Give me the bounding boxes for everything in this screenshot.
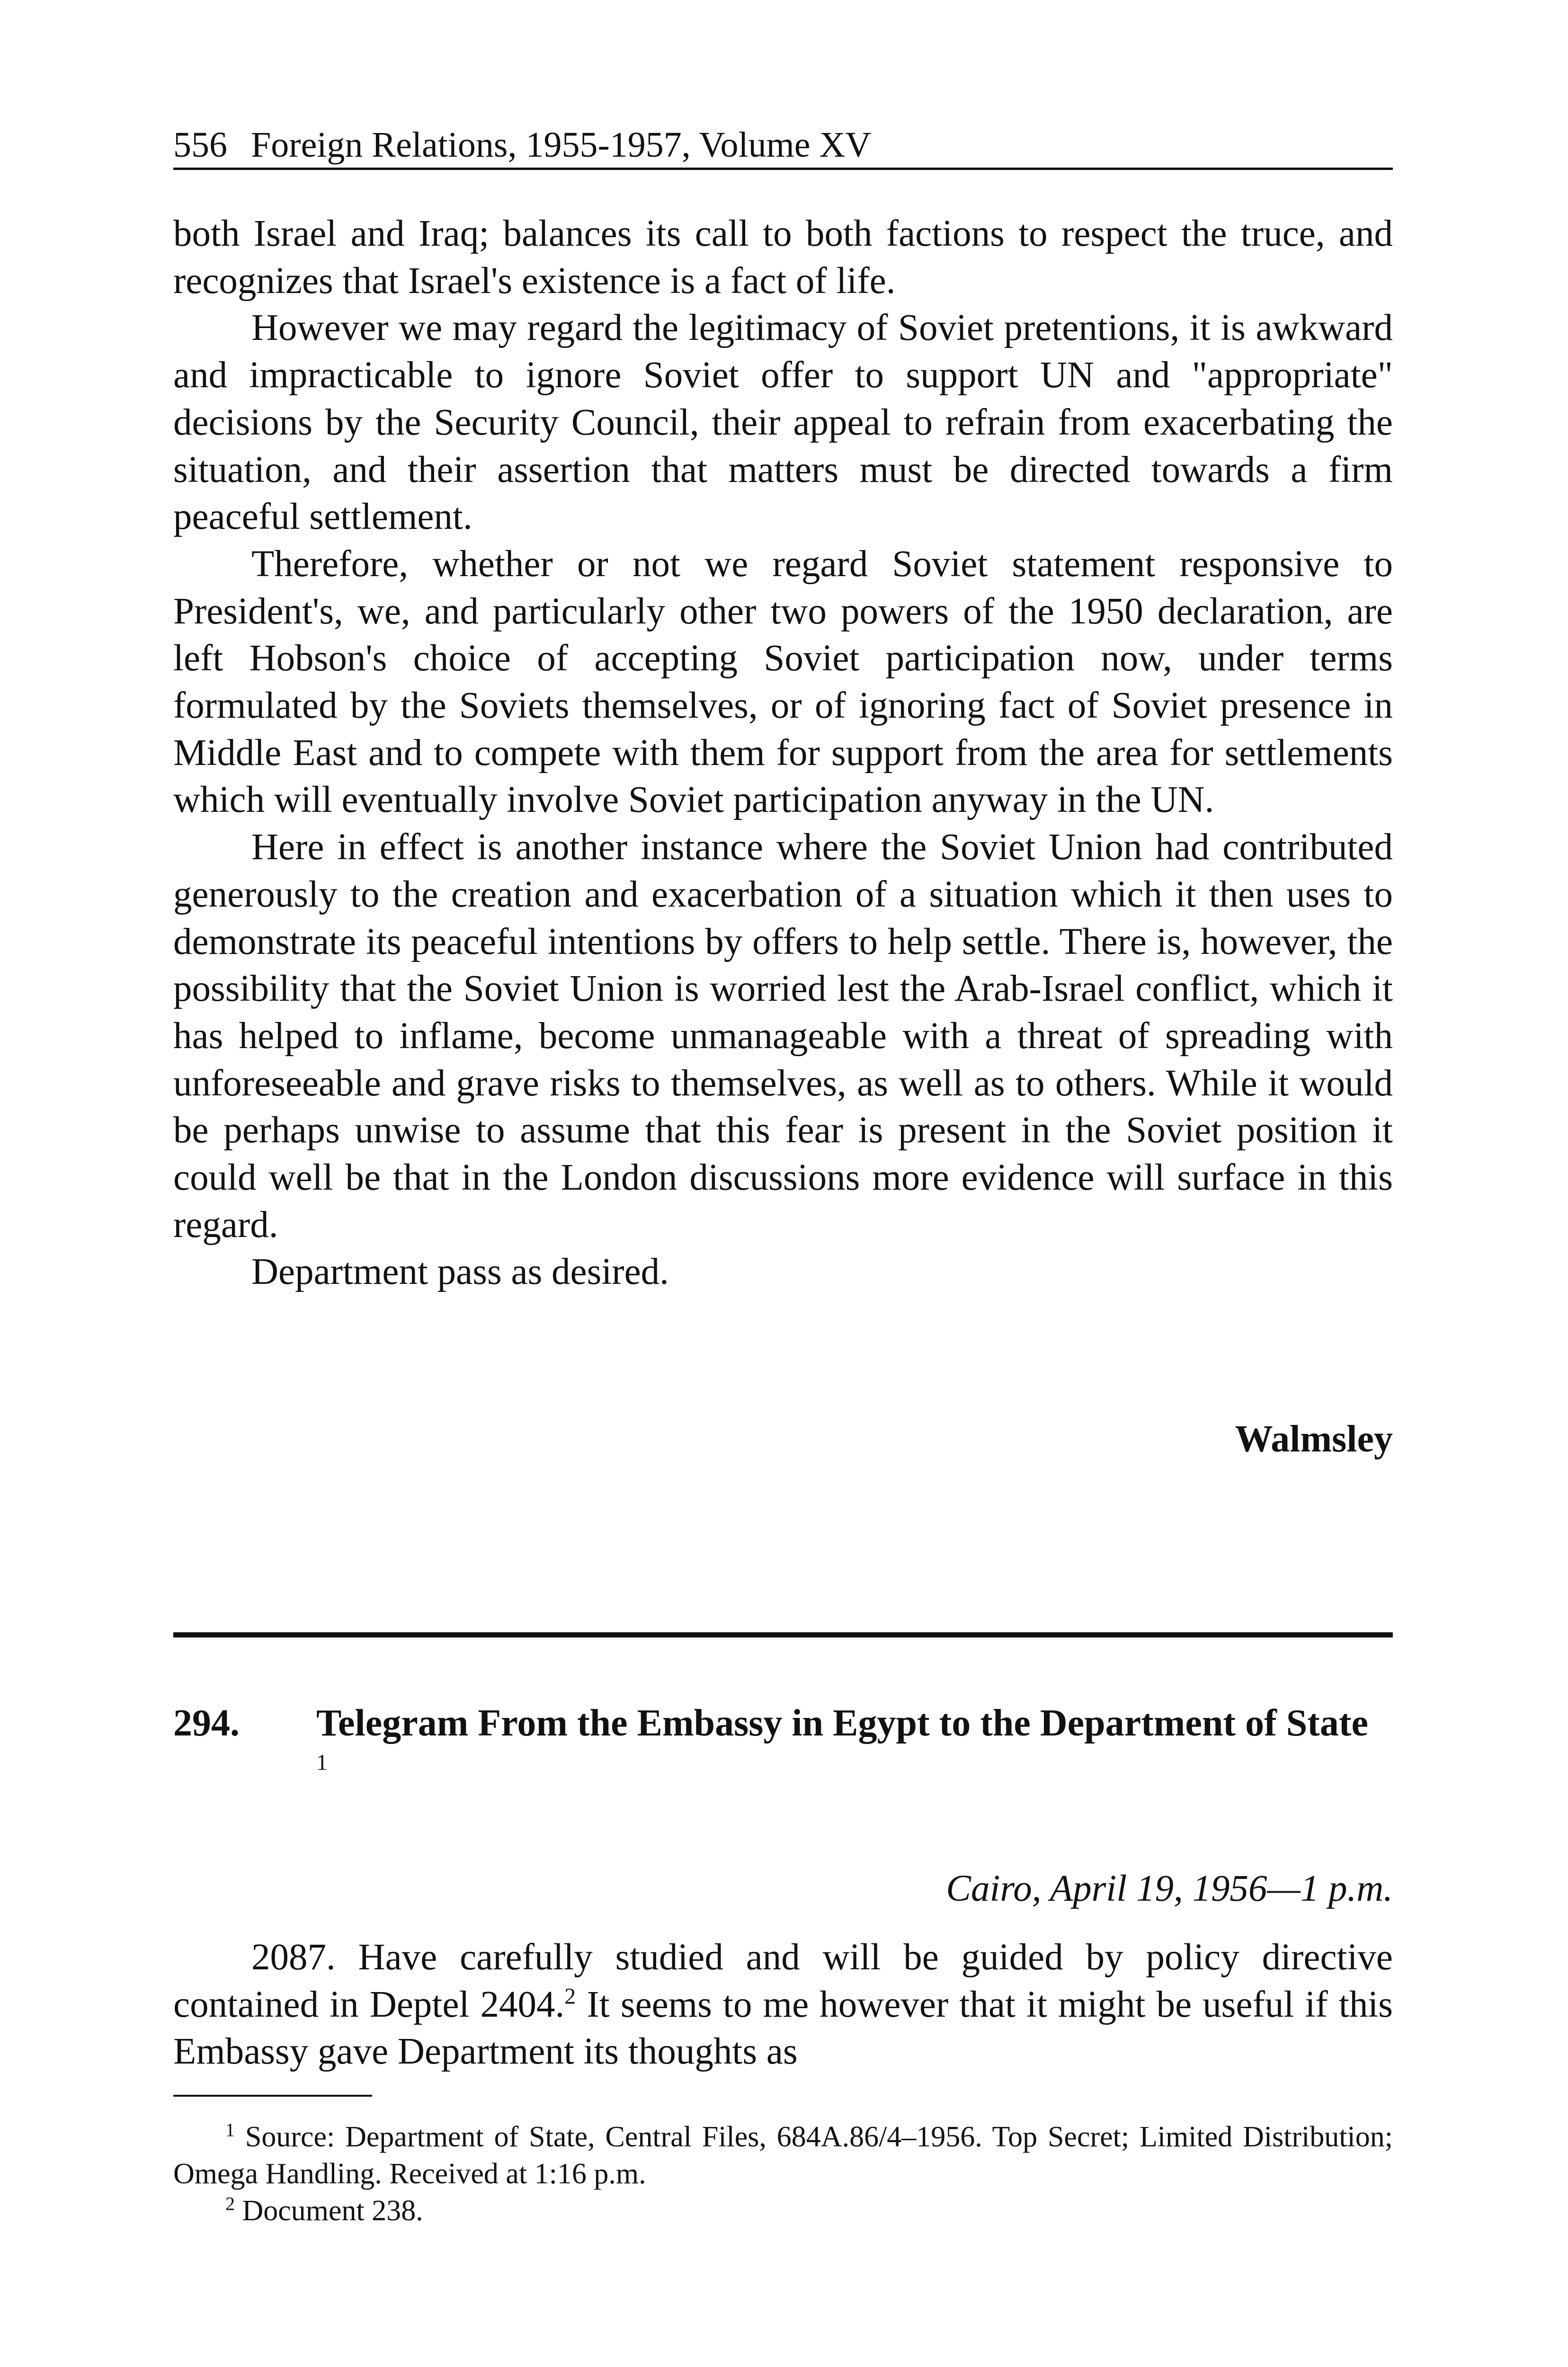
document-title-text: Telegram From the Embassy in Egypt to the Department of State <box>316 1702 1368 1744</box>
footnote-text: Source: Department of State, Central Files, 684A.86/4–1956. Top Secret; Limited Distribution; Omega Handling. Received at 1:16 p.m. <box>173 2121 1393 2190</box>
footnote-mark: 2 <box>225 2193 235 2215</box>
paragraph: Therefore, whether or not we regard Soviet statement responsive to President's, we, and particularly other two powers of the 1950 declaration, are left Hobson's choice of accepting Soviet participation now, under terms formulated by the Soviets themselves, or of ignoring fact of Soviet presence in Middle East and to compete with them for support from the area for settlements which will eventually involve Soviet participation anyway in the UN. <box>173 543 1393 821</box>
paragraph: Here in effect is another instance where the Soviet Union had contributed generously to the creation and exacerbation of a situation which it then uses to demonstrate its peaceful intentions by offers to help settle. There is, however, the possibility that the Soviet Union is worried lest the Arab-Israel conflict, which it has helped to inflame, become unmanageable with a threat of spreading with unforeseeable and grave risks to themselves, as well as to others. While it would be perhaps unwise to assume that this fear is present in the Soviet position it could well be that in the London discussions more evidence will surface in this regard. <box>173 827 1393 1246</box>
volume-title: Foreign Relations, 1955-1957, Volume XV <box>251 125 872 165</box>
footnotes <box>173 2118 1393 2229</box>
document-294-body <box>173 1934 1393 2075</box>
footnote <box>173 2192 1393 2229</box>
body-text-part: 2087. Have carefully studied and will be guided by policy directive contained in Deptel 2404. <box>173 1937 1393 2025</box>
footnote-text: Document 238. <box>242 2195 423 2227</box>
paragraph <box>173 1934 1393 2075</box>
footnote-divider <box>173 2095 372 2097</box>
dateline: Cairo, April 19, 1956—1 p.m. <box>946 1868 1393 1909</box>
page-number: 556 <box>173 125 227 165</box>
document-293-continuation <box>173 210 1393 1296</box>
footnote-mark: 1 <box>225 2119 235 2141</box>
footnote-reference: 1 <box>316 1750 328 1775</box>
running-header <box>173 122 1393 170</box>
paragraph: both Israel and Iraq; balances its call to both factions to respect the truce, and recognizes that Israel's existence is a fact of life. <box>173 213 1393 302</box>
paragraph: However we may regard the legitimacy of Soviet pretentions, it is awkward and impracticable to ignore Soviet offer to support UN and "appropriate" decisions by the Security Council, their appeal to refrain from exacerbating the situation, and their assertion that matters must be directed towards a firm peaceful settlement. <box>173 307 1393 538</box>
document-number: 294. <box>173 1702 240 1744</box>
footnote-reference: 2 <box>564 1984 576 2009</box>
document-title <box>316 1700 1381 1794</box>
paragraph: Department pass as desired. <box>251 1251 669 1293</box>
section-divider <box>173 1632 1393 1637</box>
footnote <box>173 2118 1393 2192</box>
body-text-part: It seems to me however that it might be useful if this Embassy gave Department its thoughts as <box>173 1984 1393 2073</box>
signature: Walmsley <box>1235 1418 1393 1460</box>
